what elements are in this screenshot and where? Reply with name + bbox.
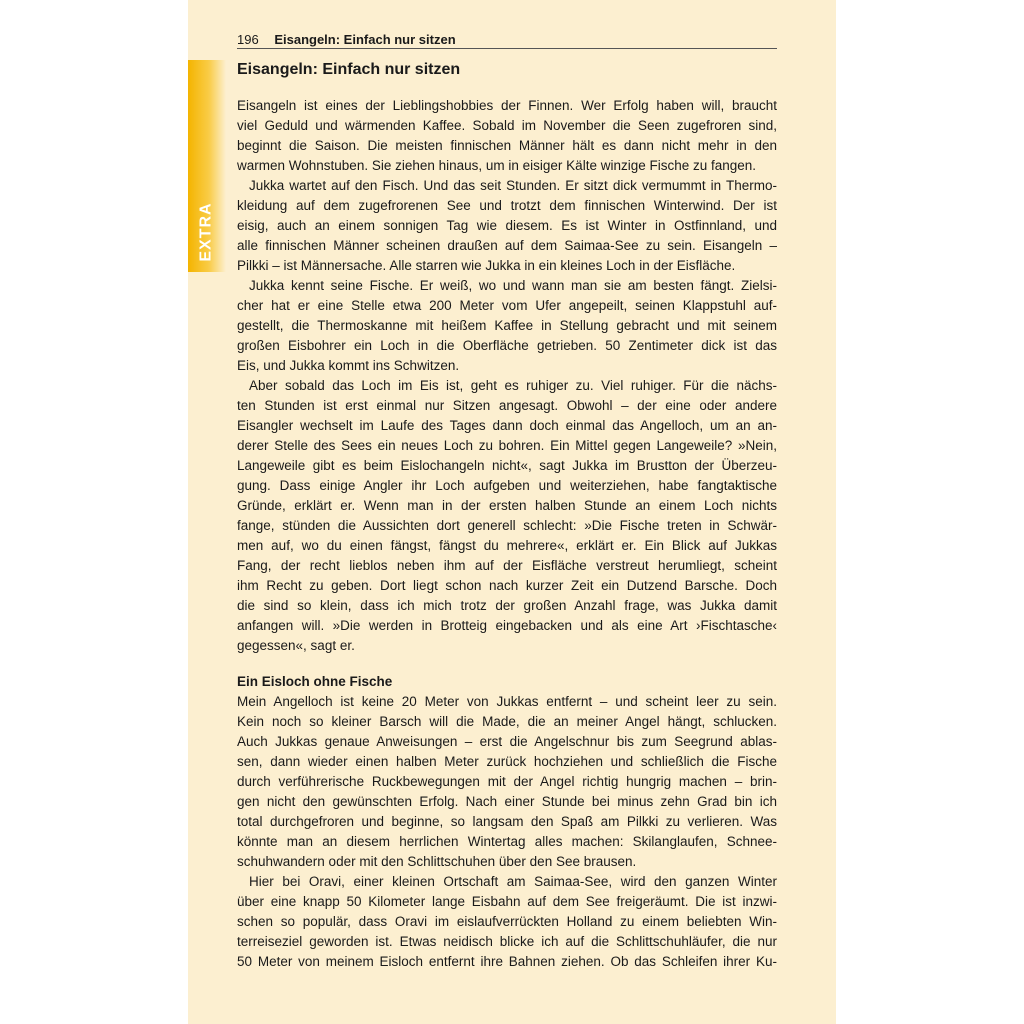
article-body	[237, 96, 777, 972]
text-line: gung. Dass einige Angler ihr Loch aufgeben und weiterziehen, habe fangtaktische	[237, 478, 777, 493]
text-line: cher hat er eine Stelle etwa 200 Meter vom Ufer angepeilt, seinen Klappstuhl auf-	[237, 298, 777, 313]
text-line: viel Geduld und wärmenden Kaffee. Sobald im November die Seen zugefroren sind,	[237, 118, 777, 133]
text-line: ten Stunden ist erst einmal nur Sitzen angesagt. Obwohl – der eine oder andere	[237, 398, 777, 413]
text-line: gegessen«, sagt er.	[237, 638, 355, 653]
text-line: durch verführerische Ruckbewegungen mit der Angel richtig hungrig machen – brin-	[237, 774, 777, 789]
text-line: alle finnischen Männer scheinen draußen auf dem Saimaa-See zu sein. Eisangeln –	[237, 238, 777, 253]
text-line: Aber sobald das Loch im Eis ist, geht es ruhiger zu. Viel ruhiger. Für die nächs-	[249, 378, 777, 393]
text-line: beginnt die Saison. Die meisten finnischen Männer hält es dann nicht mehr in den	[237, 138, 777, 153]
extra-tab-label	[188, 196, 226, 268]
text-line: großen Eisbohrer ein Loch in die Oberfläche getrieben. 50 Zentimeter dick ist das	[237, 338, 777, 353]
text-line: schen so populär, dass Oravi im eislaufverrückten Holland zu einem beliebten Win-	[237, 914, 777, 929]
header-rule	[237, 48, 777, 49]
text-line: Eis, und Jukka kommt ins Schwitzen.	[237, 358, 460, 373]
text-line: Kein noch so kleiner Barsch will die Made, die an meiner Angel hängt, schlucken.	[237, 714, 777, 729]
text-line: total durchgefroren und beginne, so langsam den Spaß am Pilkki zu verlieren. Was	[237, 814, 777, 829]
page-number: 196	[237, 32, 259, 47]
text-line: anfangen will. »Die werden in Brotteig eingebacken und als eine Art ›Fischtasche‹	[237, 618, 777, 633]
section-gap	[237, 656, 777, 672]
text-line: gestellt, die Thermoskanne mit heißem Kaffee in Stellung gebracht und mit seinem	[237, 318, 777, 333]
subheading: Ein Eisloch ohne Fische	[237, 674, 393, 689]
text-line: Eisangler wechselt im Laufe des Tages dann doch einmal das Angelloch, um an an-	[237, 418, 777, 433]
text-line: Jukka kennt seine Fische. Er weiß, wo und wann man sie am besten fängt. Zielsi-	[249, 278, 777, 293]
text-line: 50 Meter von meinem Eisloch entfernt ihre Bahnen ziehen. Ob das Schleifen ihrer Ku-	[237, 954, 777, 969]
text-line: schuhwandern oder mit den Schlittschuhen über den See brausen.	[237, 854, 637, 869]
text-line: ihm Recht zu geben. Dort liegt schon nach kurzer Zeit ein Dutzend Barsche. Doch	[237, 578, 777, 593]
text-line: men auf, wo du einen fängst, fängst du mehrere«, erklärt er. Ein Blick auf Jukkas	[237, 538, 777, 553]
text-line: gen nicht den gewünschten Erfolg. Nach einer Stunde bei minus zehn Grad bin ich	[237, 794, 777, 809]
text-line: fange, stünden die Aussichten dort generell schlecht: »Die Fische treten in Schwär-	[237, 518, 777, 533]
text-line: Jukka wartet auf den Fisch. Und das seit Stunden. Er sitzt dick vermummt in Thermo-	[249, 178, 777, 193]
text-line: warmen Wohnstuben. Sie ziehen hinaus, um in eisiger Kälte winzige Fische zu fangen.	[237, 158, 757, 173]
text-line: Fang, der recht lieblos neben ihm auf der Eisfläche verstreut herumliegt, scheint	[237, 558, 777, 573]
text-line: Hier bei Oravi, einer kleinen Ortschaft am Saimaa-See, wird den ganzen Winter	[249, 874, 777, 889]
text-line: sen, dann wieder einen halben Meter zurück hochziehen und schließlich die Fische	[237, 754, 777, 769]
article-title: Eisangeln: Einfach nur sitzen	[237, 61, 461, 78]
text-line: Pilkki – ist Männersache. Alle starren wie Jukka in ein kleines Loch in der Eisfläche.	[237, 258, 736, 273]
text-line: Mein Angelloch ist keine 20 Meter von Jukkas entfernt – und scheint leer zu sein.	[237, 694, 777, 709]
running-title: Eisangeln: Einfach nur sitzen	[274, 32, 456, 47]
text-line: könnte man an diesem herrlichen Wintertag alles machen: Skilanglaufen, Schnee-	[237, 834, 777, 849]
text-line: Auch Jukkas genaue Anweisungen – erst die Angelschnur bis zum Seegrund ablas-	[237, 734, 777, 749]
text-line: die sind so klein, dass ich mich trotz der großen Anzahl frage, was Jukka damit	[237, 598, 777, 613]
text-line: Eisangeln ist eines der Lieblingshobbies der Finnen. Wer Erfolg haben will, braucht	[237, 98, 777, 113]
text-line: kleidung auf dem zugefrorenen See und trotzt dem finnischen Winterwind. Der ist	[237, 198, 777, 213]
text-line: Langeweile gibt es beim Eislochangeln nicht«, sagt Jukka im Brustton der Überzeu-	[237, 458, 777, 473]
text-line: terreiseziel geworden ist. Etwas neidisch blicke ich auf die Schlittschuhläufer, die nur	[237, 934, 777, 949]
text-line: eisig, auch an einem sonnigen Tag wie diesem. Es ist Winter in Ostfinnland, und	[237, 218, 777, 233]
text-line: über eine knapp 50 Kilometer lange Eisbahn auf dem See freigeräumt. Die ist inzwi-	[237, 894, 777, 909]
text-line: derer Stelle des Sees ein neues Loch zu bohren. Ein Mittel gegen Langeweile? »Nein,	[237, 438, 777, 453]
extra-tab-text: EXTRA	[198, 202, 216, 262]
text-line: Gründe, erklärt er. Wenn man in der ersten halben Stunde an einem Loch nichts	[237, 498, 777, 513]
